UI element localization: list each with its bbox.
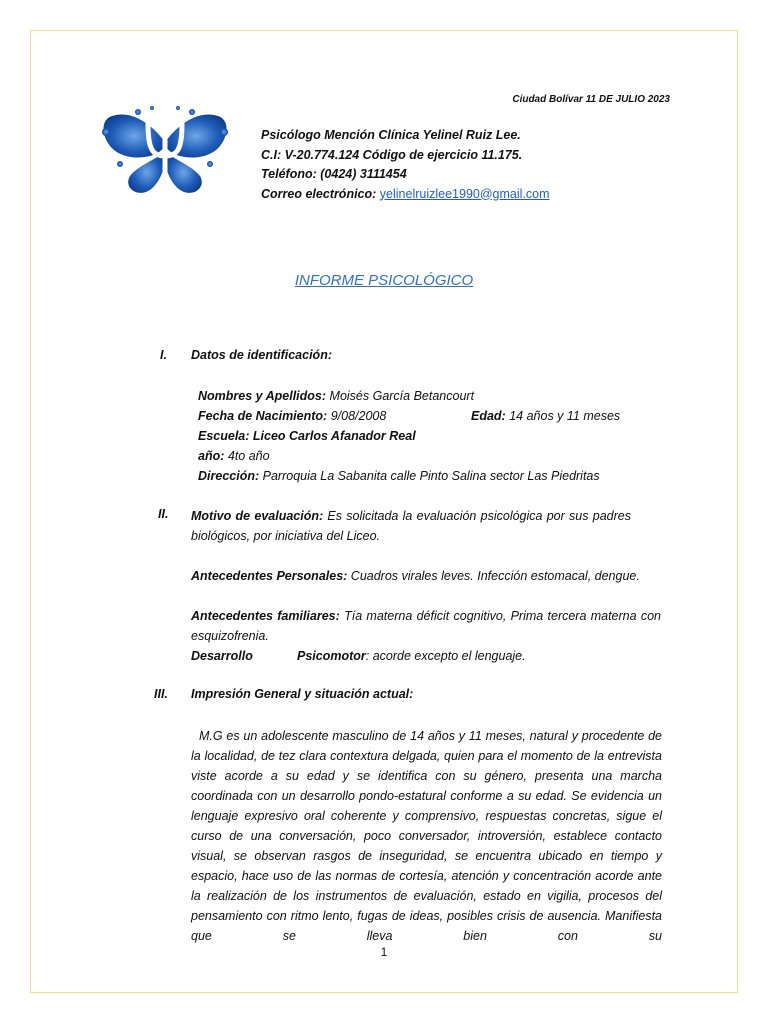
report-title: INFORME PSICOLÓGICO [294, 272, 474, 289]
psychomotor-value: : acorde excepto el lenguaje. [365, 649, 526, 663]
psychomotor-line [297, 646, 526, 666]
page-number: 1 [380, 945, 388, 959]
age-line [471, 406, 620, 426]
name-line [198, 386, 474, 406]
personal-history-label: Antecedentes Personales: [191, 569, 348, 583]
age-label: Edad: [471, 409, 506, 423]
school-line: Escuela: Liceo Carlos Afanador Real [198, 429, 416, 443]
address-label: Dirección: [198, 469, 260, 483]
development-label: Desarrollo [191, 649, 253, 663]
psi-butterfly-logo-icon [90, 102, 240, 202]
ci-line: C.I: V-20.774.124 Código de ejercicio 11.175. [261, 147, 523, 162]
section-1-heading: Datos de identificación: [191, 348, 332, 362]
psychologist-name: Psicólogo Mención Clínica Yelinel Ruiz Lee. [261, 128, 521, 142]
address-value: Parroquia La Sabanita calle Pinto Salina sector Las Piedritas [262, 469, 600, 483]
name-value: Moisés García Betancourt [329, 389, 475, 403]
section-1-number: I. [160, 348, 167, 362]
motive-text: Es solicitada la evaluación psicológica por sus padres biológicos, por iniciativa del Liceo. [191, 509, 631, 543]
personal-history-line [191, 566, 640, 586]
motive-label: Motivo de evaluación: [191, 509, 324, 523]
birth-label: Fecha de Nacimiento: [198, 409, 328, 423]
birth-line [198, 406, 386, 426]
section-3-number: III. [154, 687, 168, 701]
phone-line: Teléfono: (0424) 3111454 [261, 167, 407, 181]
email-line [261, 185, 550, 205]
year-value: 4to año [227, 449, 270, 463]
family-history-value: Tía materna déficit cognitivo, Prima tercera materna con esquizofrenia. [191, 609, 661, 643]
family-history-paragraph [191, 606, 661, 646]
name-label: Nombres y Apellidos: [198, 389, 327, 403]
personal-history-value: Cuadros virales leves. Infección estomacal, dengue. [350, 569, 640, 583]
psychomotor-label: Psicomotor [297, 649, 366, 663]
section-2-number: II. [158, 507, 169, 521]
age-value: 14 años y 11 meses [509, 409, 621, 423]
address-line [198, 466, 600, 486]
section-3-heading: Impresión General y situación actual: [191, 687, 414, 701]
year-line [198, 446, 270, 466]
date-line: Ciudad Bolívar 11 DE JULIO 2023 [512, 94, 670, 105]
general-impression-paragraph: M.G es un adolescente masculino de 14 años y 11 meses, natural y procedente de la localidad, de tez clara contextura delgada, quien para el momento de la entrevista viste acorde a su edad y se identifica con su género, presenta una marcha coordinada con un desarrollo pondo-estatural conforme a su edad. Se evidencia un lenguaje expresivo oral coherente y comprensivo, respuestas concretas, sigue el curso de una conversación, poco conversador, introversión, establece contacto visual, se observan rasgos de inseguridad, se encuentra ubicado en tiempo y espacio, hace uso de las normas de cortesía, atención y concentración acorde ante la realización de los instrumentos de evaluación, estado en vigilia, procesos del pensamiento con ritmo lento, fugas de ideas, posibles crisis de ausencia. Manifiesta que se lleva bien con su [191, 729, 662, 943]
email-label: Correo electrónico: [261, 186, 377, 201]
email-link[interactable]: yelinelruizlee1990@gmail.com [379, 186, 550, 201]
psychologist-header [261, 126, 550, 204]
year-label: año: [198, 449, 225, 463]
motive-paragraph [191, 506, 631, 546]
birth-value: 9/08/2008 [330, 409, 387, 423]
family-history-label: Antecedentes familiares: [191, 609, 340, 623]
